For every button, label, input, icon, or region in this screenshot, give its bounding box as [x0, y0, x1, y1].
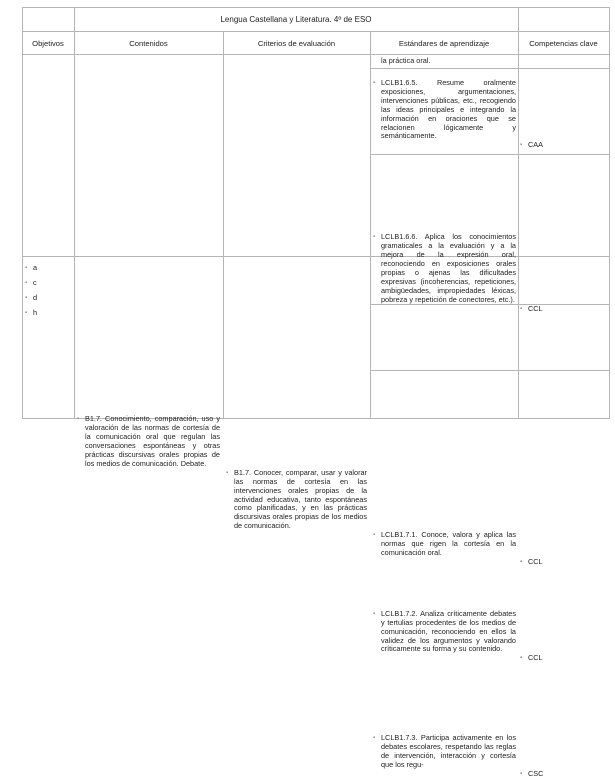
table-title: Lengua Castellana y Literatura. 4º de ESO — [220, 14, 372, 24]
estandar-lclb1-6-6 — [373, 233, 516, 304]
objetivos-list — [25, 264, 71, 324]
competencia-text: CCL — [528, 303, 543, 313]
competencia-lclb1-7-3 — [520, 770, 605, 779]
contenido-b1-7 — [77, 415, 220, 468]
row-divider-1 — [370, 68, 610, 69]
row-divider-4 — [370, 370, 610, 371]
row-divider-2 — [370, 154, 610, 155]
col-line-0 — [22, 7, 23, 419]
estandar-lclb1-7-1 — [373, 531, 516, 558]
competencia-lclb1-7-1 — [520, 558, 605, 567]
header-criterios: Criterios de evaluación — [257, 38, 336, 48]
contenido-text: B1.7. Conocimiento, comparación, uso y valoración de las normas de cortesía de la comunicación oral que regulan las conversaciones espontáneas y otras prácticas discursivas orales propias de los medios de comunicación. Debate. — [85, 414, 220, 468]
objetivo-item: ▪ a — [25, 264, 71, 273]
competencia-text: CCL — [528, 653, 543, 663]
estandar-lclb1-7-2 — [373, 610, 516, 655]
col-line-5 — [609, 7, 610, 419]
estandar-text: LCLB1.6.5. Resume oralmente exposiciones, argumentaciones, intervenciones públicas, etc., recogiendo las ideas principales e integrando la información en oraciones que se relacionen lógicamente y semánticamente. — [381, 78, 516, 141]
estandar-continuation: la práctica oral. — [381, 56, 431, 65]
table-border-block-divider — [22, 256, 610, 257]
estandar-text: LCLB1.6.6. Aplica los conocimientos gramaticales a la evaluación y a la mejora de la expresión oral, reconociendo en exposiciones orales propias o ajenas las dificultades expresivas (incoherencias, repeticiones, ambigüedades, impropiedades léxicas, pobreza y repetición de conectores, etc.). — [381, 232, 516, 304]
col-line-2 — [223, 31, 224, 419]
col-line-4 — [518, 7, 519, 419]
header-estandares: Estándares de aprendizaje — [398, 38, 490, 48]
estandar-text: LCLB1.7.2. Analiza críticamente debates y tertulias procedentes de los medios de comunicación, reconociendo en ellos la validez de los argumentos y valorando críticamente su forma y su contenido. — [381, 608, 516, 654]
objetivo-item: ▪ d — [25, 294, 71, 303]
header-contenidos: Contenidos — [129, 38, 168, 48]
competencia-lclb1-6-5 — [520, 141, 605, 150]
table-border-header-bottom — [22, 54, 610, 55]
competencia-text: CAA — [528, 140, 544, 150]
header-competencias: Competencias clave — [529, 38, 598, 48]
estandar-lclb1-7-3 — [373, 734, 516, 770]
competencia-lclb1-7-2 — [520, 654, 605, 663]
criterio-text: B1.7. Conocer, comparar, usar y valorar las normas de cortesía en las intervenciones orales propias de la actividad educativa, tanto espontáneas como planificadas, y en las prácticas discursivas orales propias de los medios de comunicación. — [234, 467, 367, 531]
estandar-text: LCLB1.7.1. Conoce, valora y aplica las normas que rigen la cortesía en la comunicación oral. — [381, 530, 516, 557]
estandar-text: LCLB1.7.3. Participa activamente en los debates escolares, respetando las reglas de intervención, interacción y cortesía que los regu- — [381, 733, 516, 769]
competencia-lclb1-6-6 — [520, 305, 605, 314]
objetivo-item: ▪ h — [25, 309, 71, 318]
competencia-text: CSC — [528, 768, 544, 778]
competencia-text: CCL — [528, 556, 543, 566]
header-objetivos: Objetivos — [32, 38, 64, 48]
col-line-1 — [74, 7, 75, 419]
estandar-lclb1-6-5 — [373, 79, 516, 141]
col-line-3 — [370, 31, 371, 419]
objetivo-item: ▪ c — [25, 279, 71, 288]
criterio-b1-7 — [226, 469, 367, 531]
